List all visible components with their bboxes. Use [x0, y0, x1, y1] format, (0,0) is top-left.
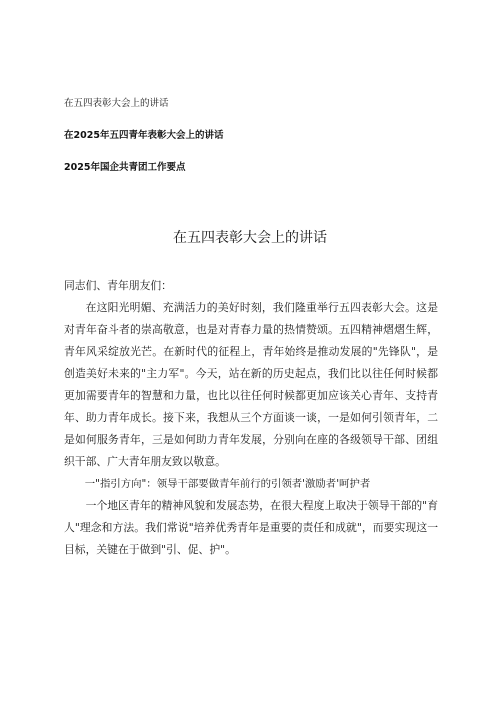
document-title: 在五四表彰大会上的讲话: [173, 230, 327, 246]
toc-entry[interactable]: 2025年国企共青团工作要点: [64, 162, 186, 173]
table-of-contents: [64, 98, 444, 194]
toc-entry[interactable]: 在五四表彰大会上的讲话: [64, 98, 169, 109]
paragraph: 在这阳光明媚、充满活力的美好时刻，我们隆重举行五四表彰大会。这是对青年奋斗者的崇高敬意，也是对青春力量的热情赞颂。五四精神熠熠生辉，青年风采绽放光芒。在新时代的征程上，青年始终是推动发展的"先锋队"，是创造美好未来的"主力军"。今天，站在新的历史起点，我们比以往任何时候都更加需要青年的智慧和力量，也比以往任何时候都更加应该关心青年、支持青年、助力青年成长。接下来，我想从三个方面谈一谈，一是如何引领青年，二是如何服务青年，三是如何助力青年发展，分别向在座的各级领导干部、团组织干部、广大青年朋友致以敬意。: [64, 301, 438, 468]
section-heading: 一"指引方向"：领导干部要做青年前行的引领者'激励者'呵护者: [84, 478, 371, 490]
paragraph: 一个地区青年的精神风貌和发展态势，在很大程度上取决于领导干部的"育人"理念和方法。我们常说"培养优秀青年是重要的责任和成就"，而要实现这一目标，关键在于做到"引、促、护"。: [64, 499, 438, 556]
toc-entry[interactable]: 在2025年五四青年表彰大会上的讲话: [64, 130, 224, 141]
document-body: [64, 275, 438, 561]
greeting: 同志们、青年朋友们：: [64, 279, 172, 292]
